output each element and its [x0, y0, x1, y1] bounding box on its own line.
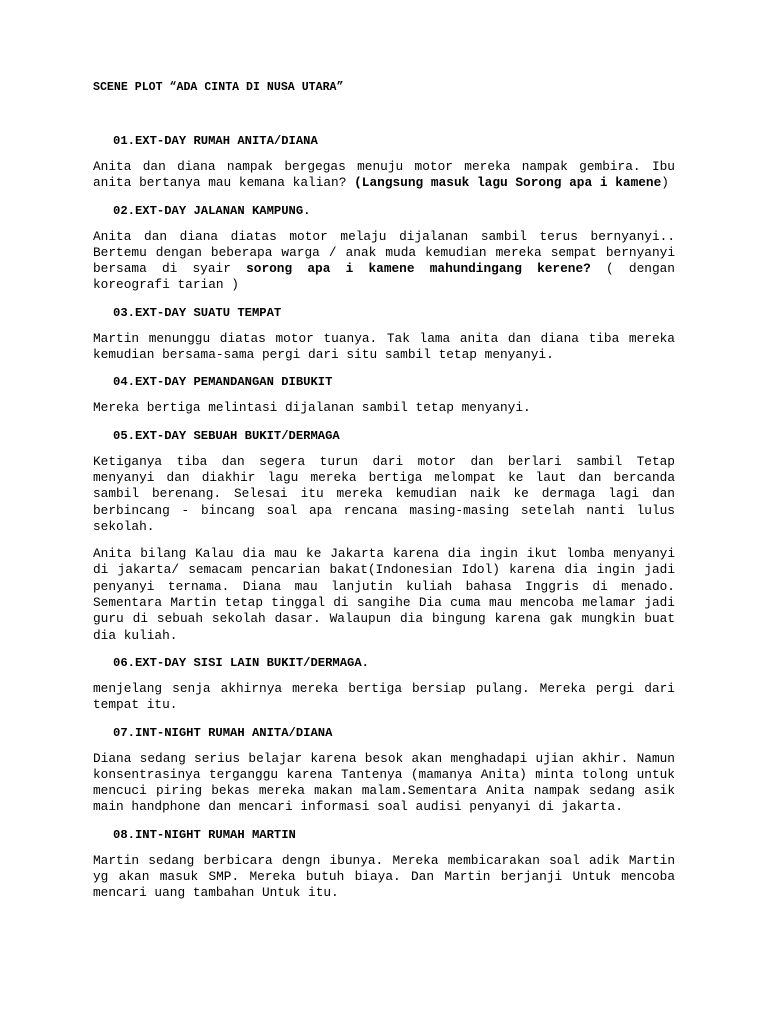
text-run: Anita bilang Kalau dia mau ke Jakarta karena dia ingin ikut lomba menyanyi di jakarta/ semacam pencarian bakat(Indonesian Idol) karena dia ingin jadi penyanyi ternama. Diana mau lanjutin kuliah bahasa Inggris di menado. Sementara Martin tetap tinggal di sangihe Dia cuma mau mencoba melamar jadi guru di sebuah sekolah dasar. Walaupun dia bingung karena gak mungkin buat dia kuliah. [93, 546, 675, 643]
scene-paragraph [93, 400, 675, 416]
scene-section [93, 725, 675, 816]
scene-heading: 01.EXT-DAY RUMAH ANITA/DIANA [113, 134, 318, 148]
text-run: Anita dan diana diatas motor melaju dijalanan sambil terus bernyanyi.. Bertemu dengan beberapa warga / anak muda kemudian mereka sempat bernyanyi bersama di syair [93, 228, 675, 277]
scene-paragraph [93, 229, 675, 294]
scene-paragraph [93, 331, 675, 364]
scene-heading: 05.EXT-DAY SEBUAH BUKIT/DERMAGA [113, 428, 340, 443]
text-run: Anita dan diana nampak bergegas menuju motor mereka nampak gembira. Ibu anita bertanya mau kemana kalian? [93, 159, 675, 191]
scene-paragraph [93, 454, 675, 535]
scene-section [93, 133, 675, 192]
text-run: Diana sedang serius belajar karena besok akan menghadapi ujian akhir. Namun konsentrasinya terganggu karena Tantenya (mamanya Anita) minta tolong untuk mencuci piring bekas mereka makan malam.Sementara Anita nampak sedang asik main handphone dan mencari informasi soal audisi penyanyi di jakarta. [93, 750, 675, 815]
text-run: Ketiganya tiba dan segera turun dari motor dan berlari sambil Tetap menyanyi dan diakhir lagu mereka bertiga melompat ke laut dan bercanda sambil berenang. Selesai itu mereka kemudian naik ke dermaga lagi dan berbincang - bincang soal apa rencana masing-masing setelah nanti lulus sekolah. [93, 453, 675, 534]
text-run: Mereka bertiga melintasi dijalanan sambil tetap menyanyi. [93, 400, 531, 416]
scene-section [93, 374, 675, 416]
bold-text-run: (Langsung masuk lagu Sorong apa i kamene [354, 175, 662, 191]
scene-heading: 04.EXT-DAY PEMANDANGAN DIBUKIT [113, 375, 333, 390]
text-run: Martin sedang berbicara dengn ibunya. Mereka membicarakan soal adik Martin yg akan masuk SMP. Mereka butuh biaya. Dan Martin berjanji Untuk mencoba mencari uang tambahan Untuk itu. [93, 852, 675, 901]
scene-heading: 03.EXT-DAY SUATU TEMPAT [113, 305, 282, 320]
document-page [93, 80, 675, 913]
scene-section [93, 428, 675, 644]
scene-heading: 08.INT-NIGHT RUMAH MARTIN [113, 827, 296, 842]
scene-paragraph [93, 681, 675, 714]
scene-section [93, 655, 675, 714]
document-title: SCENE PLOT “ADA CINTA DI NUSA UTARA” [93, 81, 344, 94]
scene-heading: 02.EXT-DAY JALANAN KAMPUNG. [113, 203, 311, 218]
scene-paragraph [93, 546, 675, 644]
scene-paragraph [93, 853, 675, 902]
bold-text-run: sorong apa i kamene mahundingang kerene? [246, 261, 591, 277]
scene-paragraph [93, 159, 675, 192]
scene-list [93, 133, 675, 902]
text-run: menjelang senja akhirnya mereka bertiga bersiap pulang. Mereka pergi dari tempat itu. [93, 680, 675, 713]
scene-heading: 07.INT-NIGHT RUMAH ANITA/DIANA [113, 725, 333, 740]
scene-heading: 06.EXT-DAY SISI LAIN BUKIT/DERMAGA. [113, 655, 369, 670]
scene-section [93, 203, 675, 294]
text-run: ) [661, 175, 669, 191]
scene-paragraph [93, 751, 675, 816]
scene-section [93, 827, 675, 902]
text-run: Martin menunggu diatas motor tuanya. Tak lama anita dan diana tiba mereka kemudian bersama-sama pergi dari situ sambil tetap menyanyi. [93, 330, 675, 363]
text-run: ( dengan koreografi tarian ) [93, 261, 675, 293]
scene-section [93, 305, 675, 364]
